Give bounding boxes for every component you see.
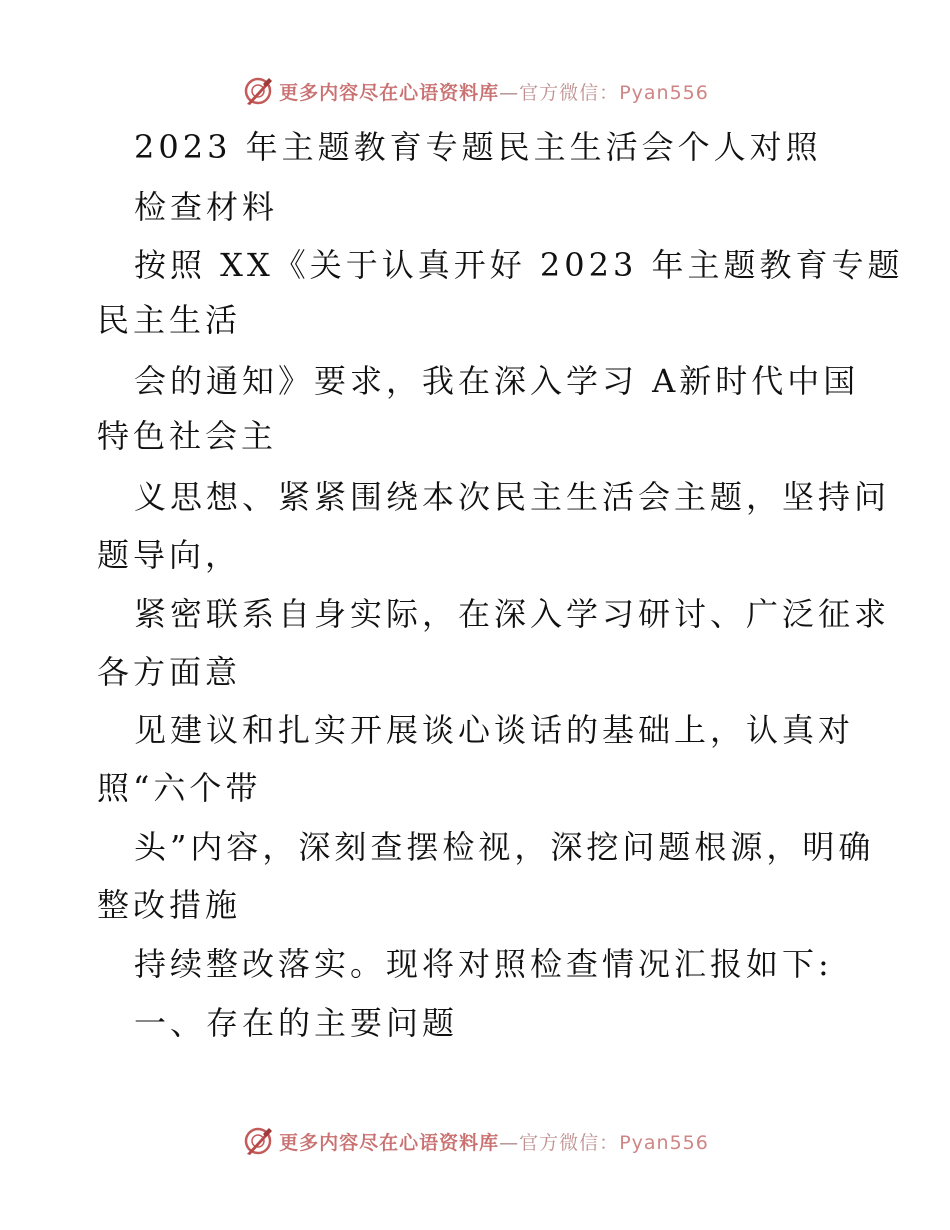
footer-watermark <box>0 1121 950 1161</box>
paragraph-line: 持续整改落实。现将对照检查情况汇报如下: <box>134 945 833 983</box>
paragraph-line: 义思想、紧紧围绕本次民主生活会主题，坚持问 <box>134 478 891 516</box>
paragraph-line: 整改措施 <box>97 886 242 924</box>
paragraph-line: 会的通知》要求，我在深入学习 A新时代中国 <box>134 362 860 400</box>
paragraph-line: 头”内容，深刻查摆检视，深挖问题根源，明确 <box>134 828 875 866</box>
watermark-brand: 更多内容尽在心语资料库 <box>279 1131 500 1154</box>
watermark-handle: Pyan556 <box>619 1131 709 1154</box>
header-watermark <box>0 71 950 111</box>
paragraph-line: 题导向， <box>97 536 242 574</box>
paragraph-line: 见建议和扎实开展谈心谈话的基础上，认真对 <box>134 711 855 749</box>
paragraph-line: 紧密联系自身实际，在深入学习研讨、广泛征求 <box>134 595 891 633</box>
quill-seal-icon <box>241 1124 275 1158</box>
paragraph-line: 各方面意 <box>97 653 242 691</box>
section-heading: 一、存在的主要问题 <box>134 1004 459 1042</box>
quill-seal-icon <box>241 74 275 108</box>
document-title-line-2: 检查材料 <box>134 188 279 226</box>
paragraph-line: 按照 XX《关于认真开好 2023 年主题教育专题 <box>134 246 904 284</box>
watermark-official-label: 官方微信： <box>519 81 620 104</box>
watermark-handle: Pyan556 <box>619 81 709 104</box>
watermark-official-label: 官方微信： <box>519 1131 620 1154</box>
paragraph-line: 民主生活 <box>97 301 242 339</box>
document-title-line-1: 2023 年主题教育专题民主生活会个人对照 <box>134 128 822 166</box>
watermark-separator: — <box>499 1131 520 1154</box>
watermark-separator: — <box>499 81 520 104</box>
paragraph-line: 照“六个带 <box>97 769 262 807</box>
watermark-brand: 更多内容尽在心语资料库 <box>279 81 500 104</box>
paragraph-line: 特色社会主 <box>97 417 278 455</box>
